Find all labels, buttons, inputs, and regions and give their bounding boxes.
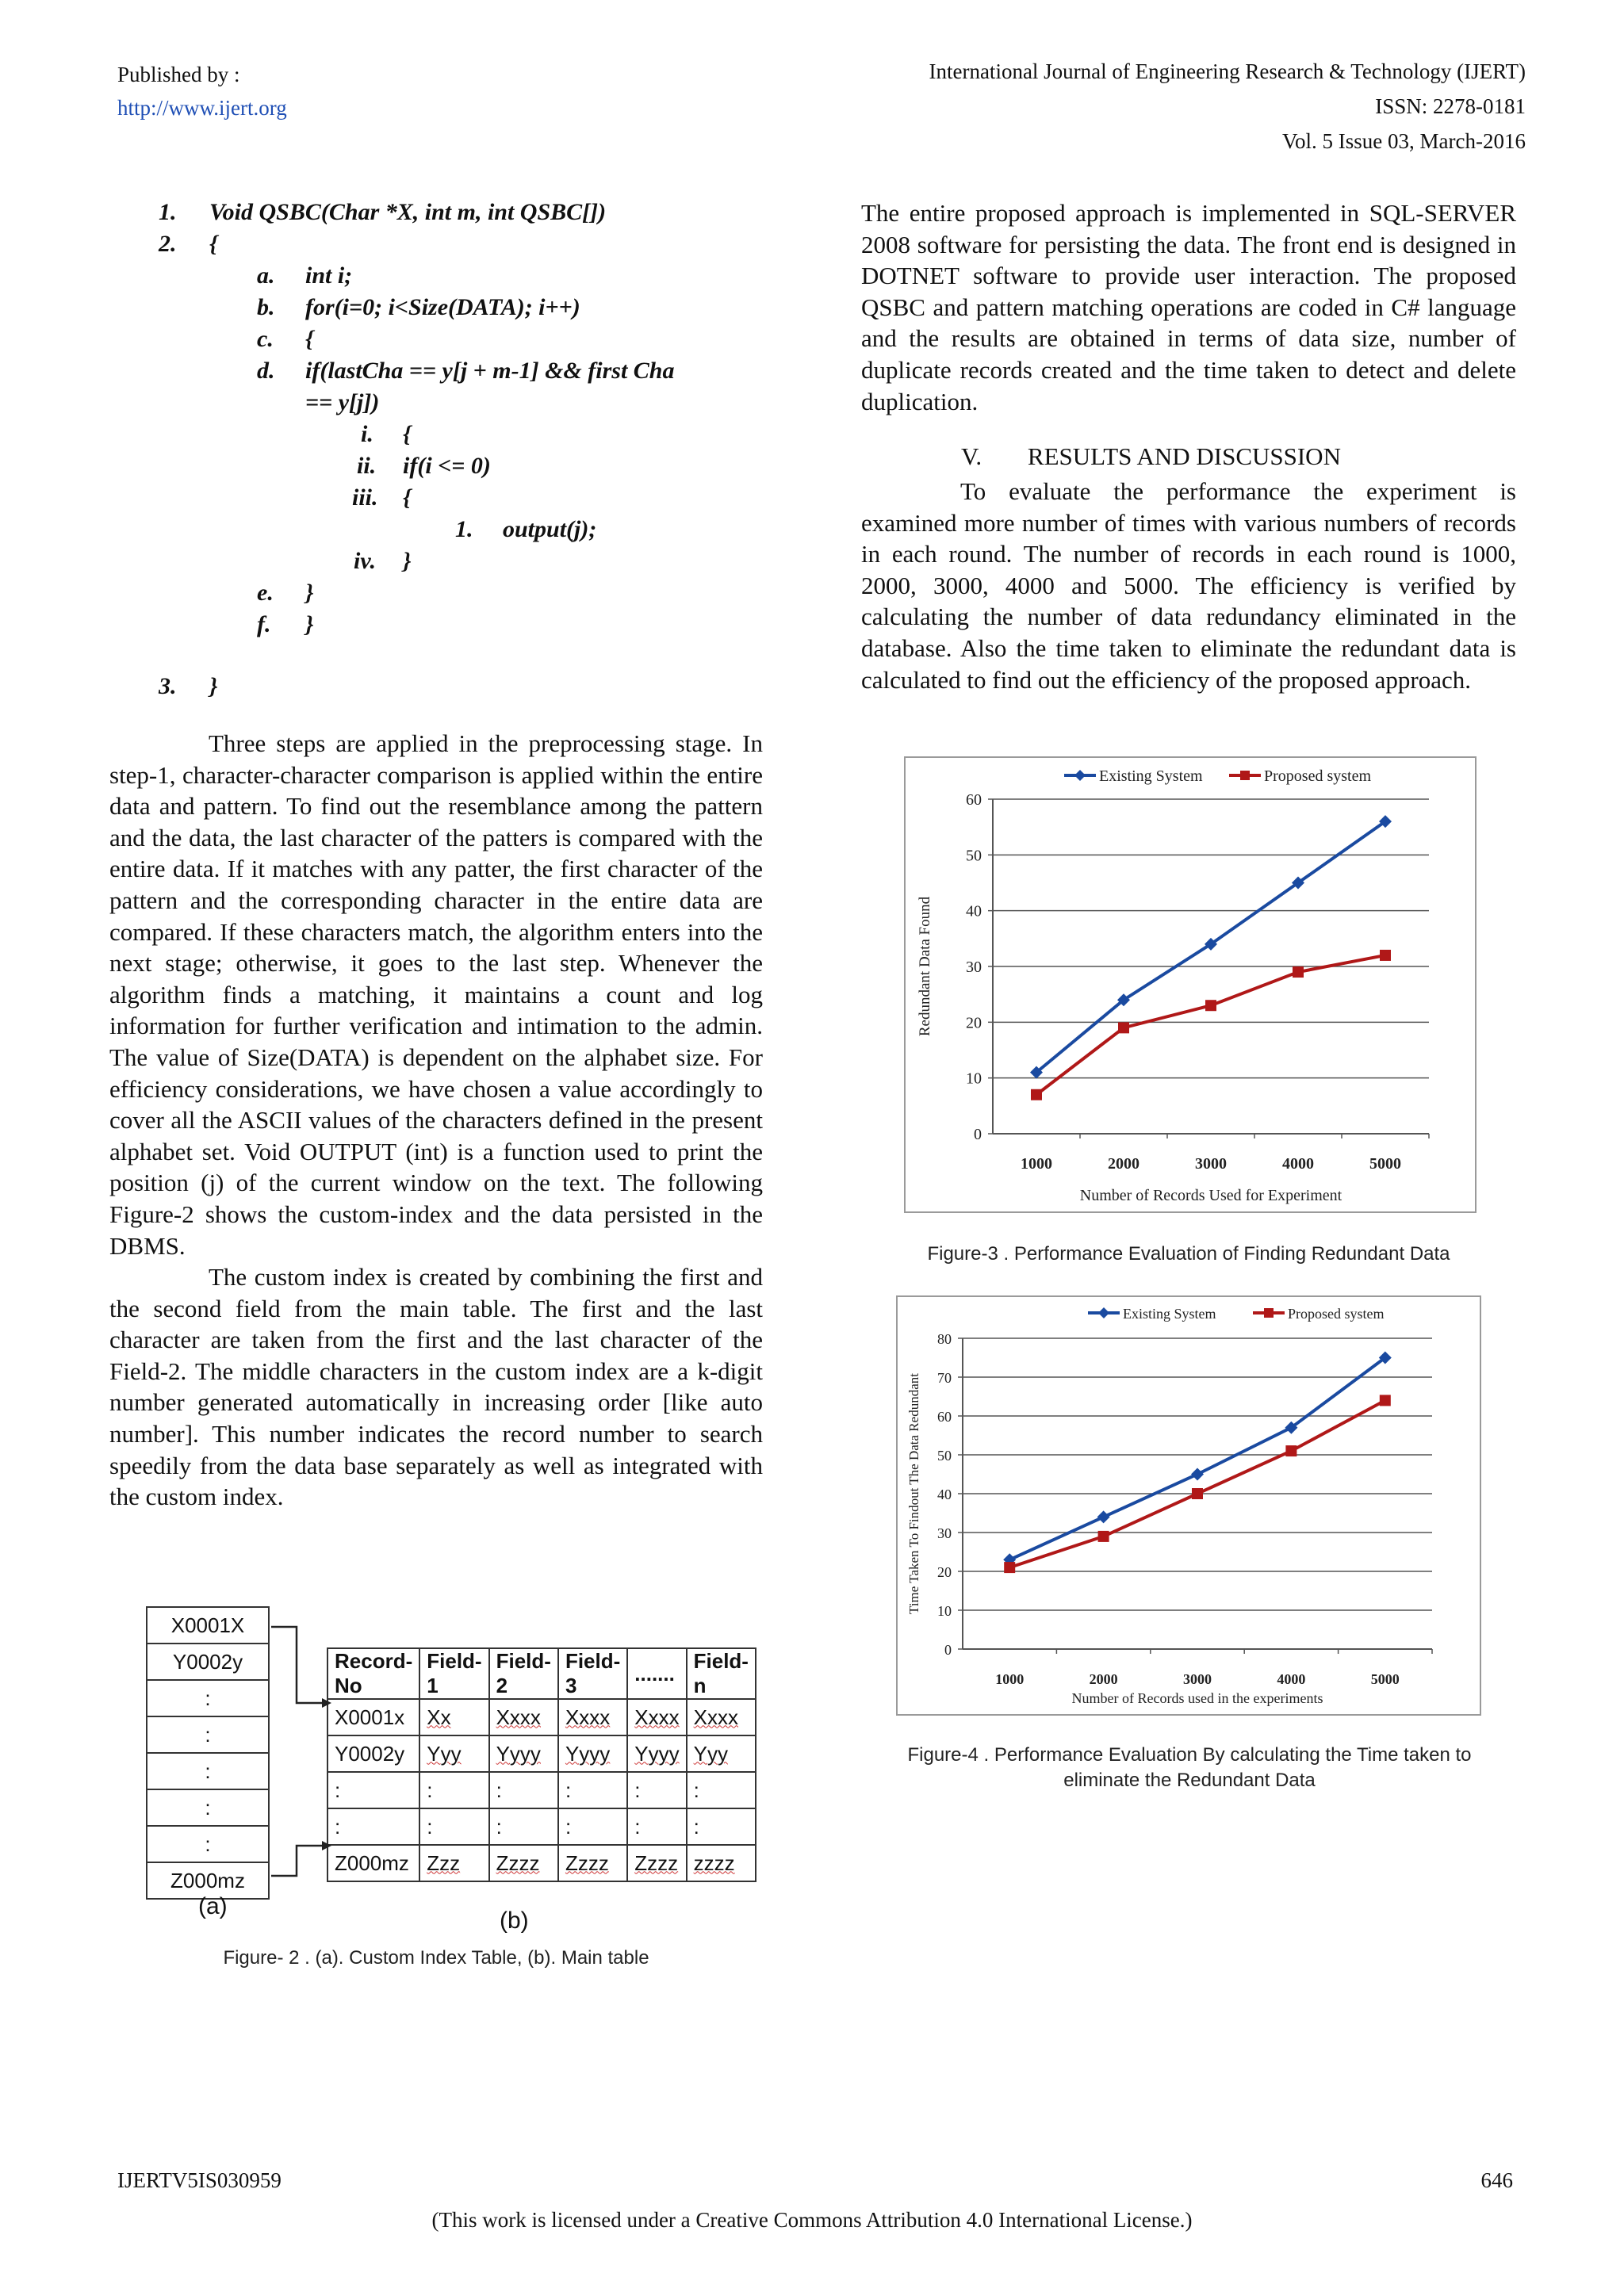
- table-cell: Yyyy: [489, 1735, 558, 1772]
- legend-marker: [1240, 771, 1250, 780]
- table-cell: :: [419, 1808, 488, 1845]
- y-tick-label: 50: [966, 847, 982, 865]
- code-line: {: [305, 326, 314, 352]
- series-line: [1009, 1358, 1385, 1560]
- series-line: [1036, 955, 1385, 1095]
- code-line-number: 1.: [455, 516, 473, 542]
- table-cell: Yyy: [687, 1735, 756, 1772]
- paper-id: IJERTV5IS030959: [117, 2168, 282, 2192]
- data-point-square: [1285, 1445, 1297, 1456]
- legend-marker: [1098, 1307, 1109, 1318]
- x-tick-label: 3000: [1183, 1671, 1212, 1687]
- figure-2-label-b: (b): [500, 1908, 529, 1934]
- table-cell: Xxxx: [627, 1699, 686, 1735]
- table-cell: Xx: [419, 1699, 488, 1735]
- index-cell: :: [147, 1789, 269, 1826]
- table-cell: :: [419, 1772, 488, 1808]
- code-line: for(i=0; i<Size(DATA); i++): [305, 294, 580, 320]
- x-tick-label: 2000: [1089, 1671, 1118, 1687]
- table-cell: Xxxx: [558, 1699, 627, 1735]
- legend-label: Existing System: [1099, 767, 1203, 785]
- table-header-cell: Field-n: [687, 1648, 756, 1699]
- right-column-intro: [861, 197, 1516, 417]
- publisher-label: Published by :: [117, 63, 240, 86]
- data-point-square: [1031, 1089, 1042, 1100]
- x-tick-label: 4000: [1277, 1671, 1306, 1687]
- section-number: V.: [961, 442, 982, 470]
- legend-label: Proposed system: [1288, 1306, 1385, 1322]
- table-cell: :: [558, 1808, 627, 1845]
- x-axis-label: Number of Records used in the experiments: [1071, 1690, 1323, 1706]
- y-tick-label: 30: [966, 959, 982, 976]
- code-line-number: iv.: [354, 548, 377, 574]
- table-cell: Zzzz: [558, 1845, 627, 1881]
- table-cell: Yyyy: [627, 1735, 686, 1772]
- table-cell: :: [327, 1772, 419, 1808]
- code-line-number: d.: [257, 358, 275, 384]
- data-point-square: [1192, 1488, 1203, 1499]
- section-title: RESULTS AND DISCUSSION: [1027, 442, 1341, 470]
- table-cell: Zzz: [419, 1845, 488, 1881]
- code-line-number: c.: [257, 326, 274, 352]
- body-paragraph: The entire proposed approach is implemented in SQL-SERVER 2008 software for persisting the data. The front end is designed in DOTNET software to provide user interaction. The proposed QSBC and pattern matching operations are coded in C# language and the results are obtained in terms of data size, number of duplicate records created and the time taken to detect and delete duplication.: [861, 199, 1516, 415]
- y-axis-label: Redundant Data Found: [917, 896, 933, 1037]
- code-line-number: iii.: [352, 484, 378, 511]
- y-tick-label: 20: [937, 1564, 952, 1580]
- code-line: if(i <= 0): [403, 453, 491, 479]
- chart-figure-3: [906, 758, 1475, 1211]
- table-cell: :: [687, 1772, 756, 1808]
- y-tick-label: 70: [937, 1370, 952, 1386]
- x-tick-label: 1000: [1021, 1155, 1052, 1173]
- right-column-results: [861, 476, 1516, 695]
- code-listing: [0, 0, 793, 714]
- x-tick-label: 1000: [995, 1671, 1025, 1687]
- data-point-square: [1380, 1395, 1391, 1406]
- table-cell: :: [627, 1808, 686, 1845]
- issn: ISSN: 2278-0181: [1375, 94, 1526, 118]
- data-point-diamond: [1191, 1468, 1204, 1481]
- x-tick-label: 3000: [1195, 1155, 1227, 1173]
- table-header-cell: .......: [627, 1648, 686, 1699]
- license-notice: (This work is licensed under a Creative Commons Attribution 4.0 International License.): [431, 2208, 1193, 2232]
- body-paragraph: The custom index is created by combining the first and the second field from the main table. The first and the last character are taken from the first and the last character of the Field-2. The middle characters in the custom index are a k-digit number generated automatically in increasing order [like auto number]. This number indicates the record number to search speedily from the data base separately as well as integrated with the custom index.: [109, 1263, 763, 1511]
- y-tick-label: 40: [937, 1487, 952, 1502]
- figure-3-chart: [904, 756, 1477, 1213]
- data-point-square: [1293, 966, 1304, 978]
- code-line-number: b.: [257, 294, 275, 320]
- data-point-square: [1205, 1000, 1216, 1011]
- page-number: 646: [1480, 2168, 1513, 2192]
- legend-label: Proposed system: [1264, 767, 1371, 785]
- series-line: [1009, 1400, 1385, 1567]
- index-cell: Z000mz: [147, 1862, 269, 1899]
- legend-marker: [1264, 1308, 1274, 1318]
- y-tick-label: 60: [966, 791, 982, 809]
- table-cell: :: [327, 1808, 419, 1845]
- code-line: {: [209, 231, 218, 257]
- y-tick-label: 0: [944, 1642, 952, 1658]
- body-paragraph: To evaluate the performance the experiment is examined more number of times with various numbers of records in each round. The number of records in each round is 1000, 2000, 3000, 4000 and 5000. The efficiency is verified by calculating the number of data redundancy eliminated in the database. Also the time taken to eliminate the redundant data is calculated to find out the efficiency of the proposed approach.: [861, 477, 1516, 694]
- code-line: }: [305, 580, 314, 606]
- index-cell: :: [147, 1753, 269, 1789]
- data-point-square: [1004, 1562, 1015, 1573]
- index-cell: :: [147, 1680, 269, 1716]
- y-tick-label: 40: [966, 902, 982, 920]
- journal-name: International Journal of Engineering Research & Technology (IJERT): [929, 59, 1526, 83]
- table-cell: Yyyy: [558, 1735, 627, 1772]
- figure-2-arrows: [146, 1606, 733, 1908]
- legend-label: Existing System: [1123, 1306, 1216, 1322]
- code-line: Void QSBC(Char *X, int m, int QSBC[]): [209, 199, 607, 225]
- y-tick-label: 20: [966, 1014, 982, 1032]
- index-cell: Y0002y: [147, 1644, 269, 1680]
- figure-2-label-a: (a): [198, 1893, 228, 1919]
- data-point-square: [1098, 1531, 1109, 1542]
- legend-marker: [1074, 770, 1086, 781]
- chart-figure-4: [898, 1297, 1480, 1714]
- index-cell: X0001X: [147, 1607, 269, 1644]
- table-cell: :: [489, 1808, 558, 1845]
- table-header-cell: Field-3: [558, 1648, 627, 1699]
- code-line-number: 3.: [159, 673, 177, 699]
- figure-3-caption: Figure-3 . Performance Evaluation of Finding Redundant Data: [927, 1243, 1450, 1265]
- table-cell: Xxxx: [489, 1699, 558, 1735]
- y-tick-label: 80: [937, 1331, 952, 1347]
- y-axis-label: Time Taken To Findout The Data Redundant: [906, 1373, 921, 1614]
- code-line-number: 1.: [159, 199, 177, 225]
- code-line: }: [305, 611, 314, 637]
- index-cell: :: [147, 1716, 269, 1753]
- figure-4-chart: [896, 1295, 1481, 1716]
- volume-issue: Vol. 5 Issue 03, March-2016: [1282, 129, 1526, 153]
- left-column-text: [109, 728, 763, 1513]
- x-tick-label: 5000: [1369, 1155, 1401, 1173]
- code-line: int i;: [305, 262, 353, 289]
- table-cell: zzzz: [687, 1845, 756, 1881]
- figure-4-caption: Figure-4 . Performance Evaluation By calculating the Time taken to eliminate the Redundant Data: [907, 1744, 1472, 1791]
- code-line: output(j);: [503, 516, 597, 542]
- y-tick-label: 50: [937, 1448, 952, 1464]
- code-line: {: [403, 421, 412, 447]
- data-point-square: [1380, 950, 1391, 961]
- table-cell: Z000mz: [327, 1845, 419, 1881]
- table-cell: :: [687, 1808, 756, 1845]
- table-cell: Yyy: [419, 1735, 488, 1772]
- y-tick-label: 30: [937, 1525, 952, 1541]
- code-line-number: f.: [257, 611, 271, 637]
- code-line-number: 2.: [159, 231, 177, 257]
- y-tick-label: 10: [966, 1070, 982, 1088]
- table-header-cell: Field-2: [489, 1648, 558, 1699]
- table-cell: X0001x: [327, 1699, 419, 1735]
- code-line-number: a.: [257, 262, 275, 289]
- table-cell: Y0002y: [327, 1735, 419, 1772]
- table-header-cell: Field-1: [419, 1648, 488, 1699]
- code-line: }: [403, 548, 412, 574]
- x-tick-label: 4000: [1282, 1155, 1314, 1173]
- figure-2-caption: Figure- 2 . (a). Custom Index Table, (b). Main table: [223, 1947, 649, 1969]
- x-tick-label: 5000: [1370, 1671, 1400, 1687]
- code-line: if(lastCha == y[j + m-1] && first Cha: [305, 358, 675, 384]
- y-tick-label: 10: [937, 1603, 952, 1619]
- y-tick-label: 60: [937, 1409, 952, 1425]
- data-point-square: [1118, 1022, 1129, 1033]
- code-line: {: [403, 484, 412, 511]
- table-cell: Xxxx: [687, 1699, 756, 1735]
- x-axis-label: Number of Records Used for Experiment: [1079, 1187, 1342, 1204]
- table-cell: Zzzz: [489, 1845, 558, 1881]
- code-line-number: e.: [257, 580, 274, 606]
- journal-url-link[interactable]: http://www.ijert.org: [117, 96, 287, 120]
- code-line: == y[j]): [305, 389, 380, 415]
- y-tick-label: 0: [974, 1126, 982, 1143]
- body-paragraph: Three steps are applied in the preprocessing stage. In step-1, character-character comparison is applied within the entire data and pattern. To find out the resemblance among the pattern and the data, the last character of the patters is compared with the entire data. If it matches with any patter, the first character of the pattern and the corresponding character in the entire data are compared. If these characters match, the algorithm enters into the next stage; otherwise, it goes to the last step. Whenever the algorithm finds a matching, it maintains a count and log information for further verification and intimation to the admin. The value of Size(DATA) is dependent on the alphabet size. For efficiency considerations, we have chosen a value accordingly to cover all the ASCII values of the characters defined in the present alphabet set. Void OUTPUT (int) is a function used to print the position (j) of the current window on the text. The following Figure-2 shows the custom-index and the data persisted in the DBMS.: [109, 729, 763, 1260]
- section-heading: [961, 442, 1516, 471]
- code-line: }: [209, 673, 218, 699]
- code-line-number: i.: [361, 421, 373, 447]
- code-line-number: ii.: [357, 453, 377, 479]
- table-cell: :: [489, 1772, 558, 1808]
- x-tick-label: 2000: [1108, 1155, 1139, 1173]
- table-cell: Zzzz: [627, 1845, 686, 1881]
- table-cell: :: [627, 1772, 686, 1808]
- data-point-diamond: [1097, 1510, 1110, 1523]
- table-header-cell: Record-No: [327, 1648, 419, 1699]
- figure-2: [146, 1606, 749, 1939]
- table-cell: :: [558, 1772, 627, 1808]
- index-cell: :: [147, 1826, 269, 1862]
